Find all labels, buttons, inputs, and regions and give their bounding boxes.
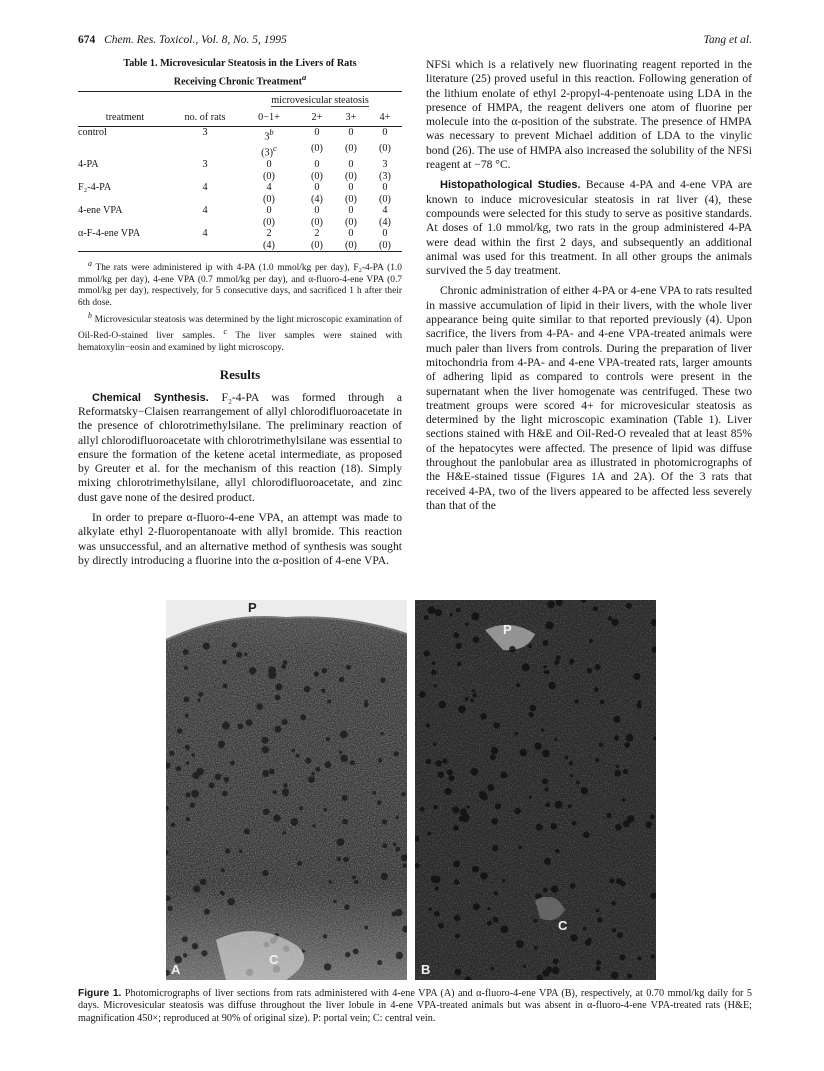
- cell-value-he: (0): [263, 170, 275, 182]
- cell-value: 0: [382, 182, 388, 194]
- cell-value: 0: [348, 159, 354, 171]
- table-row: [78, 205, 402, 217]
- results-body: [78, 391, 402, 569]
- left-column: [78, 58, 402, 568]
- table-row: [78, 143, 402, 159]
- cell-rats: 3: [202, 127, 208, 139]
- cell-rats: 3: [202, 159, 208, 171]
- cell-value: 0: [314, 182, 320, 194]
- table-row: [78, 171, 402, 183]
- col-grade: 0−1+: [238, 109, 300, 127]
- table-caption: Table 1. Microvesicular Steatosis in the Livers of Rats Receiving Chronic Treatment$^a$: [123, 58, 357, 87]
- right-column: [426, 58, 752, 513]
- cell-value: 0: [314, 205, 320, 217]
- cell-value: 0: [382, 228, 388, 240]
- table-row: [78, 194, 402, 206]
- table-group-header: microvesicular steatosis: [271, 95, 369, 107]
- col-rats: no. of rats: [172, 109, 238, 127]
- cell-value: 0: [382, 127, 388, 139]
- cell-value: 0: [348, 205, 354, 217]
- cell-value-he: (4): [311, 193, 323, 205]
- cell-value-he: (4): [379, 216, 391, 228]
- paragraph: Histopathological Studies. Because 4-PA and 4-ene VPA are known to induce microvesicular steatosis in rat liver (4), these compounds were selected for this study to serve as positive standards. At doses of 1.0 mmol/kg, two rats in the group administered 4-PA were dead within the first 2 days, and subsequently an additional animal was used for this treatment. In all other groups the animals survived the 5 day treatment.: [426, 178, 752, 278]
- cell-treatment: F₂-4-PA: [78, 182, 112, 194]
- running-header: [78, 34, 752, 50]
- central-vein-label: C: [558, 918, 568, 933]
- micrograph-panel-b: [415, 600, 656, 980]
- steatosis-table: [78, 91, 402, 252]
- cell-value-he: (0): [300, 240, 334, 252]
- cell-value-he: (0): [263, 193, 275, 205]
- cell-value-he: (0): [311, 216, 323, 228]
- page-number: 674: [78, 34, 96, 46]
- cell-value-he: (0): [368, 240, 402, 252]
- cell-value-he: (0): [345, 216, 357, 228]
- col-treatment: treatment: [78, 109, 172, 127]
- central-vein-label: C: [269, 952, 279, 967]
- figure-caption: Figure 1. Photomicrographs of liver sections from rats administered with 4-ene VPA (A) and α-fluoro-4-ene VPA (B), respectively, at 0.70 mmol/kg daily for 5 days. Microvesicular steatosis was diffuse throughout the liver lobule in 4-ene VPA-treated animals but was absent in α-fluoro-4-ene VPA-treated rats (H&E; magnification 450×; reproduced at 90% of original size). P: portal vein; C: central vein.: [78, 988, 752, 1024]
- running-authors: Tang et al.: [703, 34, 752, 46]
- figure-1: [166, 600, 656, 980]
- cell-value: 2: [266, 228, 272, 240]
- cell-value: 0: [314, 159, 320, 171]
- cell-value-he: $(3)^c$: [261, 143, 277, 159]
- micrograph-panel-a: [166, 600, 407, 980]
- portal-vein-label: P: [248, 600, 257, 615]
- cell-value: 2: [314, 228, 320, 240]
- cell-value-he: (0): [345, 170, 357, 182]
- cell-rats: 4: [202, 205, 208, 217]
- table-row: [78, 240, 402, 252]
- cell-treatment: 4-ene VPA: [78, 205, 123, 217]
- col-grade: 3+: [334, 109, 368, 127]
- cell-value-he: (0): [311, 170, 323, 182]
- panel-a-label: A: [171, 962, 181, 977]
- cell-treatment: control: [78, 127, 107, 139]
- cell-value: 0: [266, 159, 272, 171]
- cell-treatment: 4-PA: [78, 159, 99, 171]
- journal-citation: Chem. Res. Toxicol., Vol. 8, No. 5, 1995: [104, 34, 287, 46]
- paragraph: Chemical Synthesis. F₂-4-PA was formed through a Reformatsky−Claisen rearrangement of allyl chlorodifluoroacetate in the presence of chlorotrimethylsilane. The preliminary reaction of allyl chlorodifluoroacetate with chlorotrimethylsilane was essential to ensure the formation of the ketene acetal intermediate, as proposed by Greuter et al. for the mechanism of this reaction (18). Simply mixing chlorotrimethylsilane, allyl chlorodifluoroacetate, and zinc dust gave none of the desired product.: [78, 390, 402, 504]
- cell-value: 0: [314, 127, 320, 139]
- results-heading: Results: [219, 366, 261, 382]
- micrograph-b-image: [415, 600, 656, 980]
- col-grade: 4+: [368, 109, 402, 127]
- cell-value-he: (0): [379, 193, 391, 205]
- cell-treatment: α-F-4-ene VPA: [78, 228, 141, 240]
- table-footnotes: $^a$ The rats were administered ip with 4-PA (1.0 mmol/kg per day), F₂-4-PA (1.0 mmol/kg per day), 4-ene VPA (0.7 mmol/kg per day), and α-fluoro-4-ene VPA (0.7 mmol/kg per day), respectively, for 5 consecutive days, and sacrificed 1 h after their 6th dose. $^b$ Microvesicular steatosis was determined by the light microscopic examination of Oil-Red-O-stained liver samples. $^c$ The liver samples were stained with hematoxylin−eosin and examined by light microscopy.: [78, 259, 403, 354]
- cell-value-he: (0): [379, 143, 391, 155]
- cell-value: 0: [266, 205, 272, 217]
- cell-value-he: (0): [345, 193, 357, 205]
- cell-rats: 4: [202, 228, 208, 240]
- panel-b-label: B: [421, 962, 431, 977]
- cell-value: 0: [348, 182, 354, 194]
- table-row: [78, 182, 402, 194]
- paragraph: Chronic administration of either 4-PA or 4-ene VPA to rats resulted in massive accumulation of lipid in their livers, with the whole liver appearance being quite similar to that reported previously (4). Upon sacrifice, the livers from 4-PA- and 4-ene VPA-treated animals were much paler than livers from controls. During the preparation of liver mitochondria from 4-PA- and 4-ene VPA-treated rats, larger amounts of adhering lipid as compared to controls were present in the supernatant when the liver homogenate was centrifuged. These two treatment groups were scored 4+ for microvesicular steatosis as determined by the light microscopic examination (Table 1). Liver sections stained with H&E and Oil-Red-O revealed that at least 85% of the hepatocytes were affected. The presence of lipid was diffuse throughout the panlobular area as illustrated in photomicrographs of the H&E-stained tissue (Figures 1A and 2A). Of the 3 rats that received 4-PA, two of the livers appeared to be affected less severely than that of the: [426, 284, 752, 512]
- cell-value: 0: [348, 127, 354, 139]
- cell-value: 0: [348, 228, 354, 240]
- cell-value-he: (0): [334, 240, 368, 252]
- cell-value-he: (0): [311, 143, 323, 155]
- table-row: [78, 217, 402, 229]
- paragraph: In order to prepare α-fluoro-4-ene VPA, an attempt was made to alkylate ethyl 2-fluoropentanoate with allyl bromide. This reaction was unsuccessful, and an alternative method of synthesis was sought by directly introducing a fluorine into the α-position of 4-ene VPA.: [78, 511, 402, 567]
- portal-vein-label: P: [503, 622, 512, 637]
- cell-value: 3$^b$: [264, 127, 274, 143]
- cell-value: 4: [266, 182, 272, 194]
- cell-value-he: (0): [263, 216, 275, 228]
- cell-value-he: (3): [379, 170, 391, 182]
- micrograph-a-image: [166, 600, 407, 980]
- cell-value-he: (4): [238, 240, 300, 252]
- col-grade: 2+: [300, 109, 334, 127]
- table-row: [78, 228, 402, 240]
- cell-value: 3: [382, 159, 388, 171]
- cell-value-he: (0): [345, 143, 357, 155]
- paragraph: NFSi which is a relatively new fluorinating reagent reported in the literature (25) proved useful in this reaction. Following generation of the lithium enolate of ethyl 2-propyl-4-pentenoate using LDA in the presence of HMPA, the reagent delivers one atom of fluorine per molecule into the α-position of the substrate. The presence of HMPA was necessary to prevent Michael addition of LDA to the vinylic bond (26). The use of HMPA also increased the solubility of the NFSi reagent at −78 °C.: [426, 58, 752, 172]
- table-row: [78, 127, 402, 143]
- cell-rats: 4: [202, 182, 208, 194]
- table-row: [78, 159, 402, 171]
- cell-value: 4: [382, 205, 388, 217]
